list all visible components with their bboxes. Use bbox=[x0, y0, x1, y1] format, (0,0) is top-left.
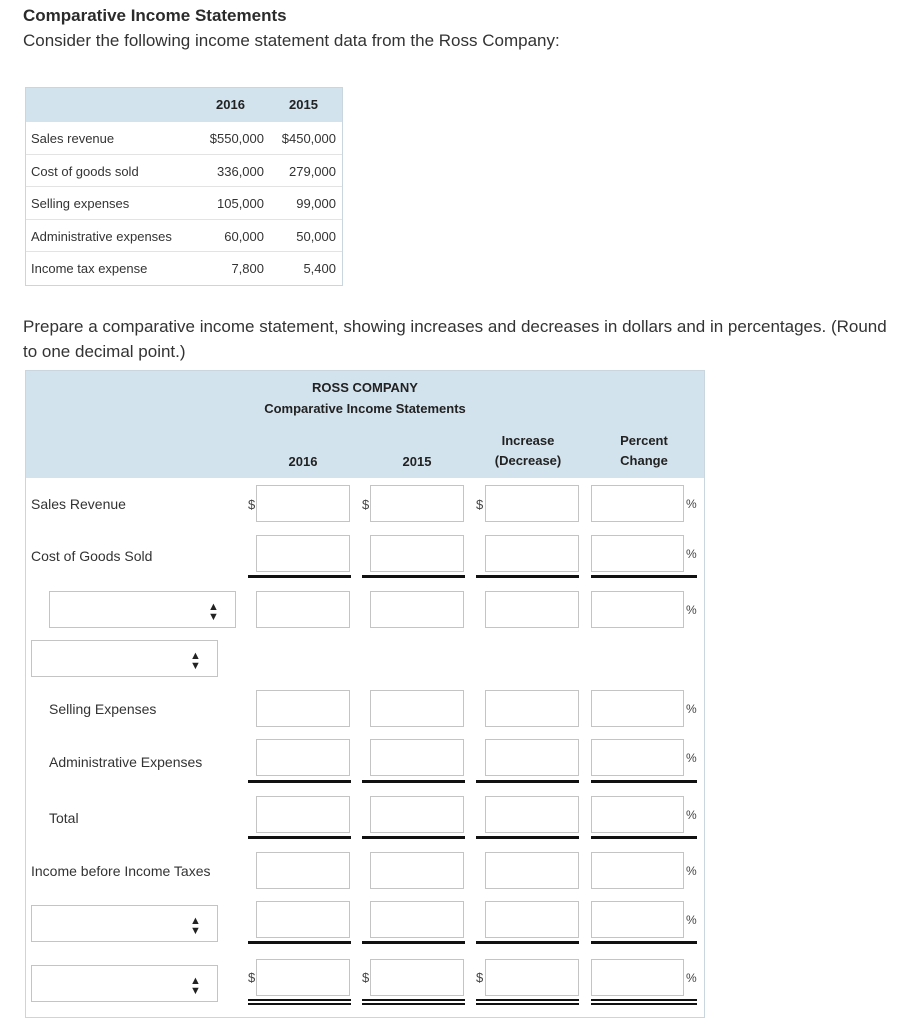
percent-sign: % bbox=[686, 751, 697, 765]
cogs-2015-input[interactable] bbox=[370, 535, 464, 572]
page-title: Comparative Income Statements bbox=[23, 6, 287, 25]
dollar-sign: $ bbox=[362, 497, 370, 512]
dollar-sign: $ bbox=[248, 497, 256, 512]
underline bbox=[476, 575, 579, 578]
ibt-2016-input[interactable] bbox=[256, 852, 350, 889]
ibt-percent-input[interactable] bbox=[591, 852, 684, 889]
label-total: Total bbox=[49, 810, 79, 826]
underline bbox=[476, 780, 579, 783]
underline bbox=[362, 780, 465, 783]
selling-2015-input[interactable] bbox=[370, 690, 464, 727]
statement-title: Comparative Income Statements bbox=[264, 401, 466, 416]
row-value-2015: 279,000 bbox=[289, 164, 336, 179]
label-admin-expenses: Administrative Expenses bbox=[49, 754, 203, 770]
cogs-increase-input[interactable] bbox=[485, 535, 579, 572]
ibt-increase-input[interactable] bbox=[485, 852, 579, 889]
row-value-2016: 7,800 bbox=[231, 261, 264, 276]
dollar-sign: $ bbox=[248, 970, 256, 985]
underline bbox=[476, 836, 579, 839]
col-header-2015: 2015 bbox=[402, 454, 432, 469]
underline bbox=[248, 780, 351, 783]
cogs-percent-input[interactable] bbox=[591, 535, 684, 572]
underline bbox=[248, 941, 351, 944]
cogs-2016-input[interactable] bbox=[256, 535, 350, 572]
row-value-2016: 336,000 bbox=[217, 164, 264, 179]
sales-percent-input[interactable] bbox=[591, 485, 684, 522]
row10-percent-input[interactable] bbox=[591, 959, 684, 996]
row10-2015-input[interactable] bbox=[370, 959, 464, 996]
line-item-select-4[interactable] bbox=[31, 965, 218, 1002]
select-arrows-icon: ▲ ▼ bbox=[190, 975, 201, 997]
percent-sign: % bbox=[686, 497, 697, 511]
double-underline bbox=[248, 999, 351, 1005]
ibt-2015-input[interactable] bbox=[370, 852, 464, 889]
total-2015-input[interactable] bbox=[370, 796, 464, 833]
percent-sign: % bbox=[686, 971, 697, 985]
row-label: Income tax expense bbox=[31, 261, 148, 276]
col-header-increase-line1: Increase bbox=[501, 433, 555, 448]
dollar-sign: $ bbox=[362, 970, 370, 985]
dollar-sign: $ bbox=[476, 497, 484, 512]
admin-2016-input[interactable] bbox=[256, 739, 350, 776]
row-value-2015: $450,000 bbox=[281, 131, 336, 146]
underline bbox=[591, 780, 697, 783]
select-arrows-icon: ▲ ▼ bbox=[208, 601, 219, 623]
row-label: Cost of goods sold bbox=[31, 164, 139, 179]
admin-2015-input[interactable] bbox=[370, 739, 464, 776]
percent-sign: % bbox=[686, 547, 697, 561]
row3-percent-input[interactable] bbox=[591, 591, 684, 628]
selling-2016-input[interactable] bbox=[256, 690, 350, 727]
sales-increase-input[interactable] bbox=[485, 485, 579, 522]
select-arrows-icon: ▲ ▼ bbox=[190, 915, 201, 937]
row9-increase-input[interactable] bbox=[485, 901, 579, 938]
data-table-year-2016: 2016 bbox=[216, 97, 245, 112]
underline bbox=[362, 836, 465, 839]
underline bbox=[591, 575, 697, 578]
line-item-select-1[interactable] bbox=[49, 591, 236, 628]
page-subtitle: Consider the following income statement data from the Ross Company: bbox=[23, 31, 560, 50]
row-value-2015: 5,400 bbox=[303, 261, 336, 276]
total-percent-input[interactable] bbox=[591, 796, 684, 833]
admin-percent-input[interactable] bbox=[591, 739, 684, 776]
label-sales-revenue: Sales Revenue bbox=[31, 496, 126, 512]
row-value-2015: 99,000 bbox=[296, 196, 336, 211]
percent-sign: % bbox=[686, 702, 697, 716]
underline bbox=[248, 836, 351, 839]
underline bbox=[362, 575, 465, 578]
row-value-2016: $550,000 bbox=[209, 131, 264, 146]
col-header-2016: 2016 bbox=[288, 454, 318, 469]
sales-2016-input[interactable] bbox=[256, 485, 350, 522]
row-value-2016: 60,000 bbox=[224, 229, 264, 244]
percent-sign: % bbox=[686, 808, 697, 822]
col-header-percent-line1: Percent bbox=[620, 433, 668, 448]
underline bbox=[362, 941, 465, 944]
selling-increase-input[interactable] bbox=[485, 690, 579, 727]
row3-2016-input[interactable] bbox=[256, 591, 350, 628]
percent-sign: % bbox=[686, 913, 697, 927]
col-header-increase bbox=[478, 431, 578, 471]
row9-2016-input[interactable] bbox=[256, 901, 350, 938]
row10-increase-input[interactable] bbox=[485, 959, 579, 996]
label-selling-expenses: Selling Expenses bbox=[49, 701, 157, 717]
row9-percent-input[interactable] bbox=[591, 901, 684, 938]
row3-2015-input[interactable] bbox=[370, 591, 464, 628]
underline bbox=[248, 575, 351, 578]
double-underline bbox=[591, 999, 697, 1005]
data-table-year-2015: 2015 bbox=[289, 97, 318, 112]
total-increase-input[interactable] bbox=[485, 796, 579, 833]
percent-sign: % bbox=[686, 603, 697, 617]
label-cogs: Cost of Goods Sold bbox=[31, 548, 153, 564]
col-header-percent-line2: Change bbox=[620, 453, 668, 468]
select-arrows-icon: ▲ ▼ bbox=[190, 650, 201, 672]
sales-2015-input[interactable] bbox=[370, 485, 464, 522]
underline bbox=[476, 941, 579, 944]
col-header-percent bbox=[596, 431, 692, 471]
row-label: Administrative expenses bbox=[31, 229, 172, 244]
row9-2015-input[interactable] bbox=[370, 901, 464, 938]
row3-increase-input[interactable] bbox=[485, 591, 579, 628]
line-item-select-2[interactable] bbox=[31, 640, 218, 677]
instructions: Prepare a comparative income statement, showing increases and decreases in dollars and in percentages. (Round to one decimal point.) bbox=[23, 317, 887, 361]
admin-increase-input[interactable] bbox=[485, 739, 579, 776]
selling-percent-input[interactable] bbox=[591, 690, 684, 727]
row-label: Selling expenses bbox=[31, 196, 130, 211]
col-header-increase-line2: (Decrease) bbox=[494, 453, 562, 468]
total-2016-input[interactable] bbox=[256, 796, 350, 833]
row-label: Sales revenue bbox=[31, 131, 115, 146]
underline bbox=[591, 836, 697, 839]
row10-2016-input[interactable] bbox=[256, 959, 350, 996]
dollar-sign: $ bbox=[476, 970, 484, 985]
double-underline bbox=[362, 999, 465, 1005]
line-item-select-3[interactable] bbox=[31, 905, 218, 942]
underline bbox=[591, 941, 697, 944]
row-value-2016: 105,000 bbox=[217, 196, 264, 211]
double-underline bbox=[476, 999, 579, 1005]
company-name: ROSS COMPANY bbox=[312, 380, 418, 395]
row-value-2015: 50,000 bbox=[296, 229, 336, 244]
label-income-before-taxes: Income before Income Taxes bbox=[31, 863, 211, 879]
percent-sign: % bbox=[686, 864, 697, 878]
